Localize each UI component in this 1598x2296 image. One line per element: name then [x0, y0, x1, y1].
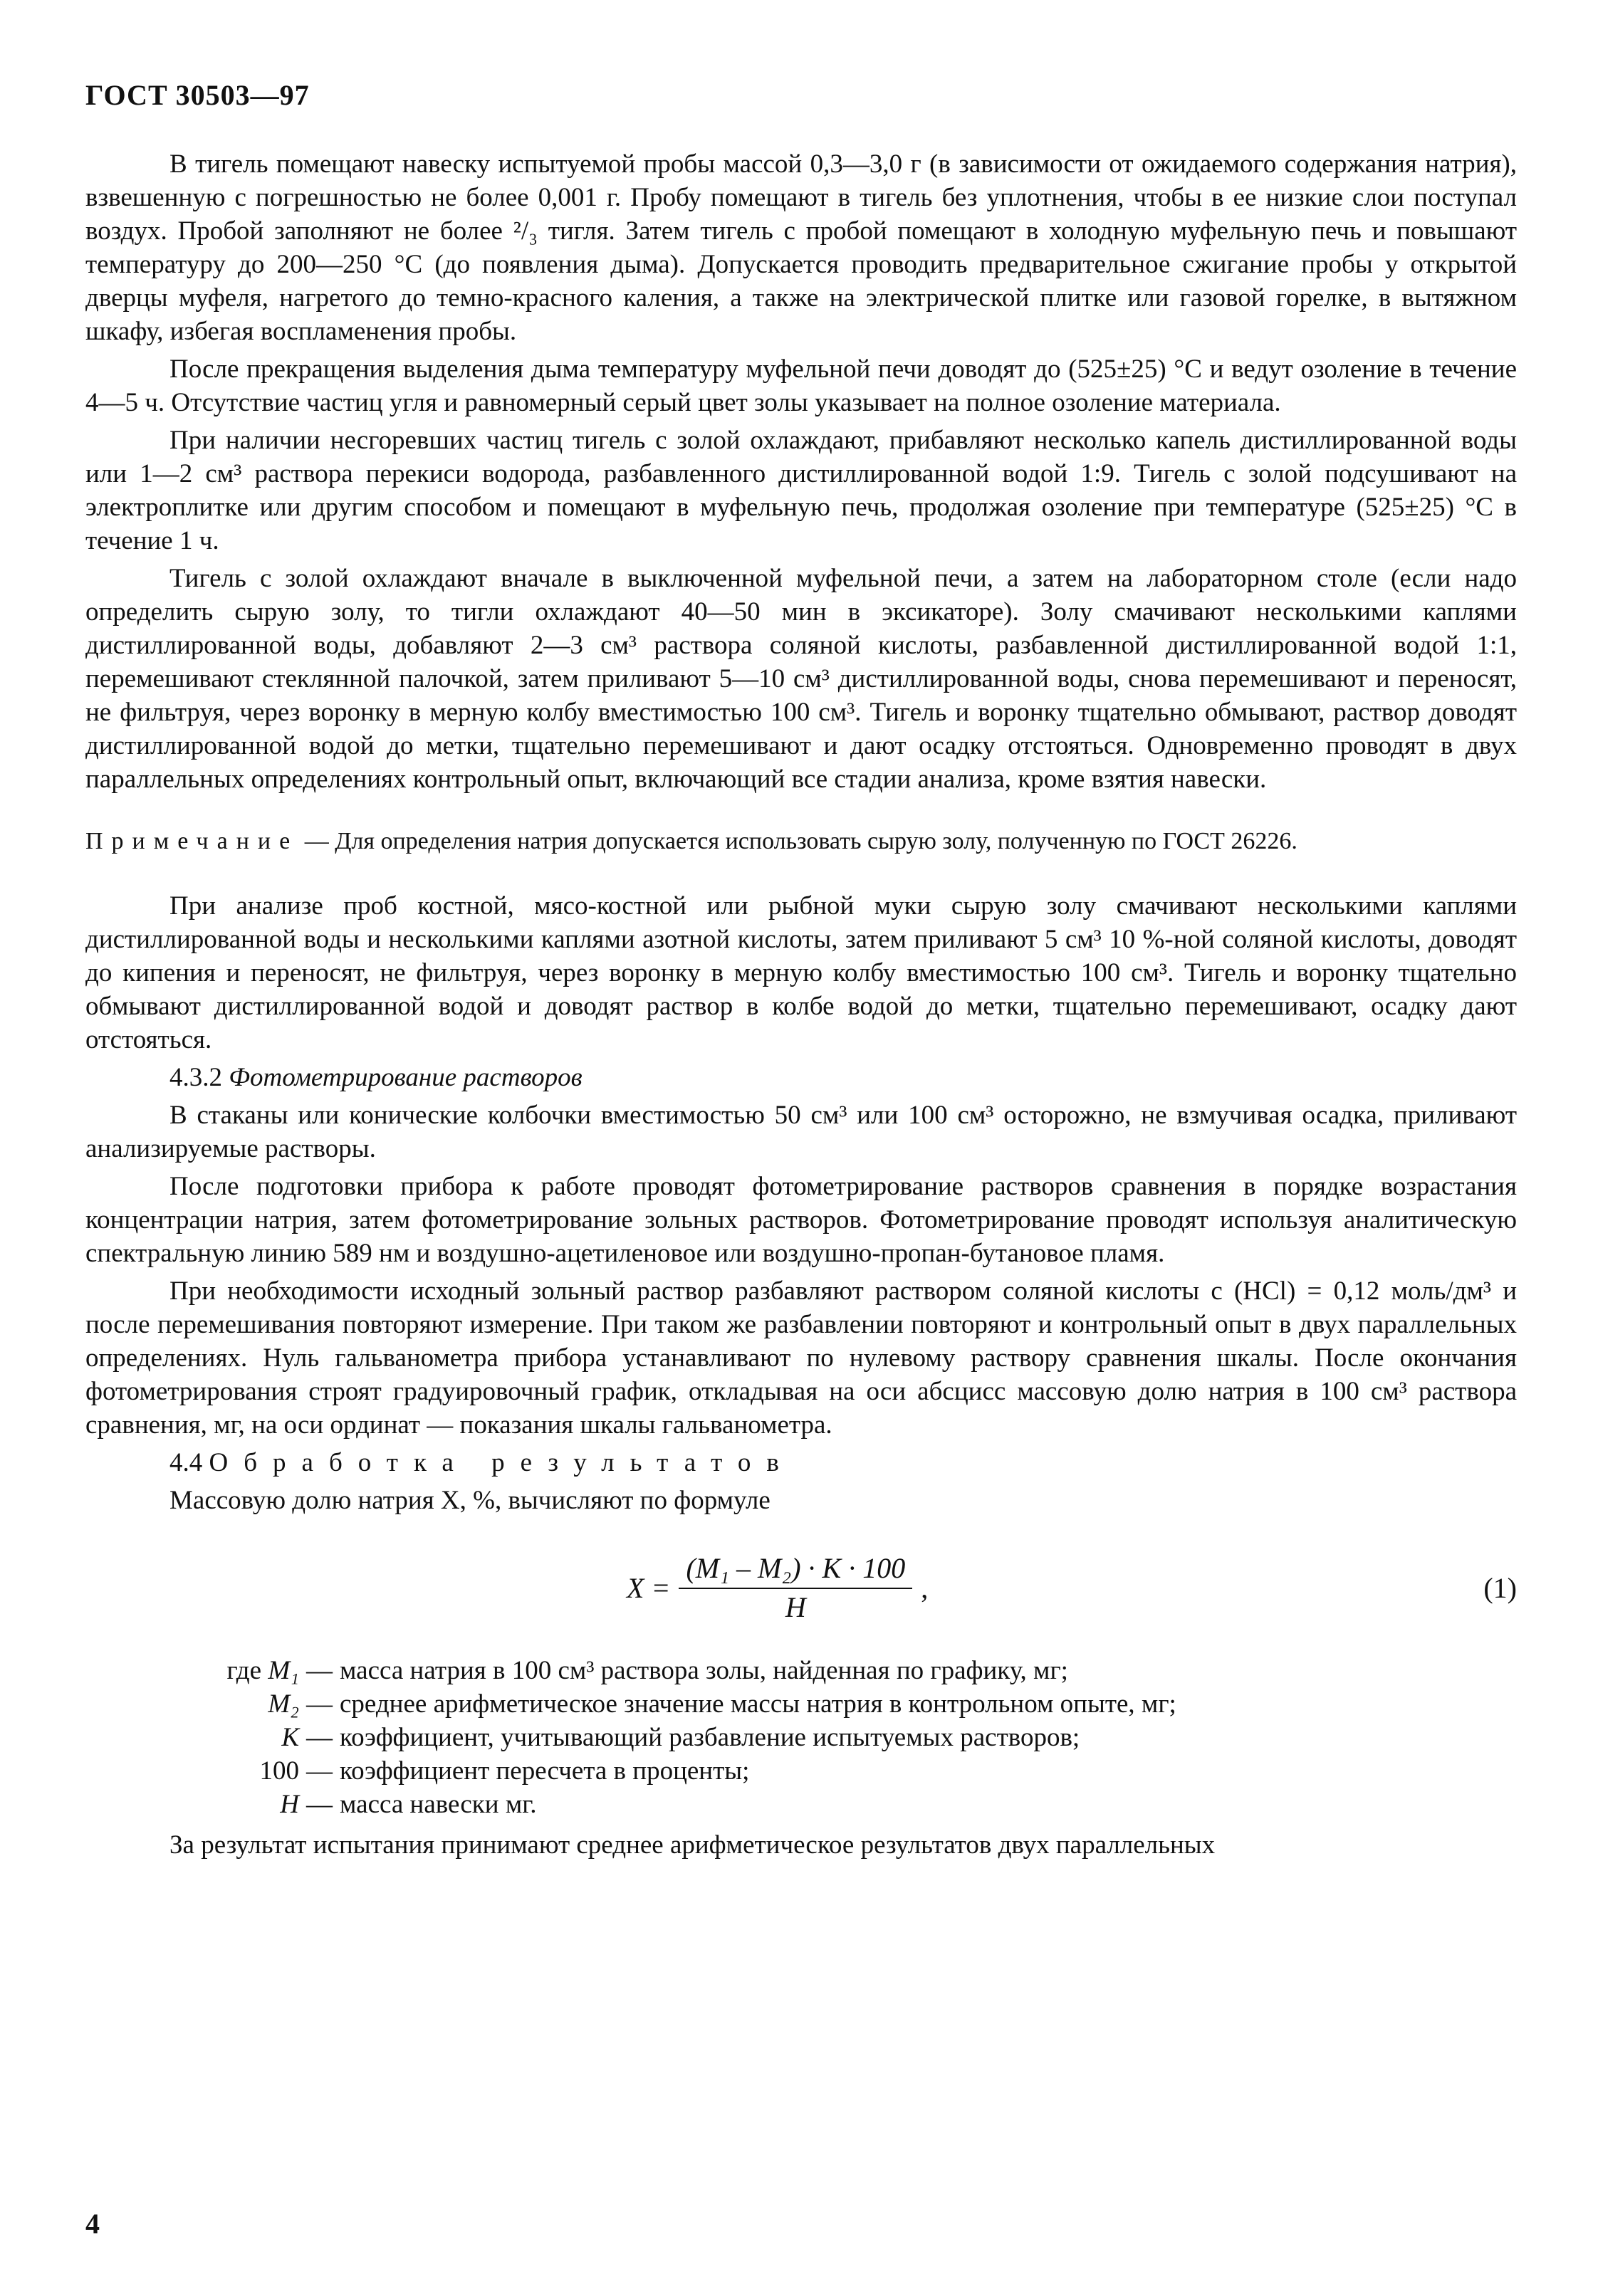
paragraph: После прекращения выделения дыма температуру муфельной печи доводят до (525±25) °С и ведут озоление в течение 4—5 ч. Отсутствие частиц угля и равномерный серый цвет золы указывает на полное озоление материала.	[85, 355, 1517, 417]
definition-prefix: где	[226, 1656, 268, 1685]
definition-symbol: K	[281, 1723, 299, 1752]
definition-row: где M₁ — масса натрия в 100 см³ раствора золы, найденная по графику, мг;	[85, 1654, 1517, 1687]
paragraph: При необходимости исходный зольный раствор разбавляют раствором соляной кислоты c (HCl) = 0,12 моль/дм³ и после перемешивания повторяют измерение. При таком же разбавлении повторяют и контрольный опыт в двух параллельных определениях. Нуль гальванометра прибора устанавливают по нулевому раствору сравнения шкалы. После окончания фотометрирования строят градуировочный график, откладывая на оси абсцисс массовую долю натрия в 100 см³ раствора сравнения, мг, на оси ординат — показания шкалы гальванометра.	[85, 1277, 1517, 1440]
formula	[627, 1541, 928, 1634]
final-paragraph: За результат испытания принимают среднее арифметическое результатов двух параллельных	[169, 1830, 1216, 1860]
formula-numerator: (M₁ – M₂) · K · 100	[679, 1551, 912, 1589]
note-text: — Для определения натрия допускается использовать сырую золу, полученную по ГОСТ 26226.	[298, 828, 1297, 854]
section-title: Обработка результатов	[209, 1448, 795, 1477]
subsection-number: 4.3.2	[169, 1063, 222, 1092]
definition-symbol: M₂	[268, 1689, 299, 1719]
definition-row: 100 — коэффициент пересчета в проценты;	[85, 1754, 1517, 1788]
definition-text: масса натрия в 100 см³ раствора золы, найденная по графику, мг;	[340, 1656, 1068, 1685]
definition-row: H — масса навески мг.	[85, 1788, 1517, 1821]
subsection-heading	[85, 1061, 1517, 1094]
formula-block	[85, 1541, 1517, 1634]
definition-row: K — коэффициент, учитывающий разбавление испытуемых растворов;	[85, 1721, 1517, 1754]
section-heading	[85, 1446, 1517, 1479]
note	[85, 824, 1517, 858]
page-header-standard: ГОСТ 30503—97	[85, 79, 310, 111]
formula-intro: Массовую долю натрия X, %, вычисляют по формуле	[169, 1486, 771, 1515]
definition-row: M₂ — среднее арифметическое значение массы натрия в контрольном опыте, мг;	[85, 1687, 1517, 1721]
section-number: 4.4	[169, 1448, 203, 1477]
paragraph: В стаканы или конические колбочки вместимостью 50 см³ или 100 см³ осторожно, не взмучивая осадка, приливают анализируемые растворы.	[85, 1101, 1517, 1163]
definition-symbol: M₁	[268, 1656, 299, 1685]
paragraph: При анализе проб костной, мясо-костной или рыбной муки сырую золу смачивают несколькими каплями дистиллированной воды и несколькими каплями азотной кислоты, затем приливают 5 см³ 10 %-ной соляной кислоты, доводят до кипения и переносят, не фильтруя, через воронку в мерную колбу вместимостью 100 см³. Тигель и воронку тщательно обмывают дистиллированной водой и доводят раствор в колбе водой до метки, тщательно перемешивают, осадку дают отстояться.	[85, 891, 1517, 1054]
subsection-title: Фотометрирование растворов	[229, 1063, 583, 1092]
definition-text: масса навески мг.	[340, 1790, 537, 1819]
page-number: 4	[85, 2208, 100, 2240]
definition-text: коэффициент, учитывающий разбавление испытуемых растворов;	[340, 1723, 1080, 1752]
variable-definitions	[85, 1654, 1517, 1821]
paragraph: При наличии несгоревших частиц тигель с золой охлаждают, прибавляют несколько капель дистиллированной воды или 1—2 см³ раствора перекиси водорода, разбавленного дистиллированной водой 1:9. Тигель с золой подсушивают на электроплитке или другим способом и помещают в муфельную печь, продолжая озоление при температуре (525±25) °С в течение 1 ч.	[85, 426, 1517, 555]
formula-lhs: X =	[627, 1571, 671, 1604]
formula-denominator: H	[785, 1591, 806, 1623]
definition-text: среднее арифметическое значение массы натрия в контрольном опыте, мг;	[340, 1689, 1176, 1719]
paragraph: После подготовки прибора к работе проводят фотометрирование растворов сравнения в порядке возрастания концентрации натрия, затем фотометрирование зольных растворов. Фотометрирование проводят используя аналитическую спектральную линию 589 нм и воздушно-ацетиленовое или воздушно-пропан-бутановое пламя.	[85, 1172, 1517, 1268]
definition-symbol: H	[280, 1790, 299, 1819]
formula-trail: ,	[921, 1571, 929, 1604]
definition-text: коэффициент пересчета в проценты;	[340, 1756, 750, 1786]
formula-number: (1)	[1483, 1572, 1517, 1604]
note-label: Примечание	[85, 828, 299, 854]
paragraph: В тигель помещают навеску испытуемой пробы массой 0,3—3,0 г (в зависимости от ожидаемого содержания натрия), взвешенную с погрешностью не более 0,001 г. Пробу помещают в тигель без уплотнения, чтобы в ее низкие слои поступал воздух. Пробой заполняют не более ²/₃ тигля. Затем тигель с пробой помещают в холодную муфельную печь и повышают температуру до 200—250 °С (до появления дыма). Допускается проводить предварительное сжигание пробы у открытой дверцы муфеля, нагретого до темно-красного каления, а также на электрической плитке или газовой горелке, в вытяжном шкафу, избегая воспламенения пробы.	[85, 150, 1517, 346]
paragraph: Тигель с золой охлаждают вначале в выключенной муфельной печи, а затем на лабораторном столе (если надо определить сырую золу, то тигли охлаждают 40—50 мин в эксикаторе). Золу смачивают несколькими каплями дистиллированной воды, добавляют 2—3 см³ раствора соляной кислоты, разбавленной дистиллированной водой 1:1, перемешивают стеклянной палочкой, затем приливают 5—10 см³ дистиллированной воды, снова перемешивают и переносят, не фильтруя, через воронку в мерную колбу вместимостью 100 см³. Тигель и воронку тщательно обмывают, раствор доводят дистиллированной водой до метки, тщательно перемешивают и дают осадку отстояться. Одновременно проводят в двух параллельных определениях контрольный опыт, включающий все стадии анализа, кроме взятия навески.	[85, 564, 1517, 794]
definition-symbol: 100	[259, 1756, 299, 1786]
formula-fraction	[679, 1551, 912, 1624]
document-page	[85, 78, 1517, 1888]
